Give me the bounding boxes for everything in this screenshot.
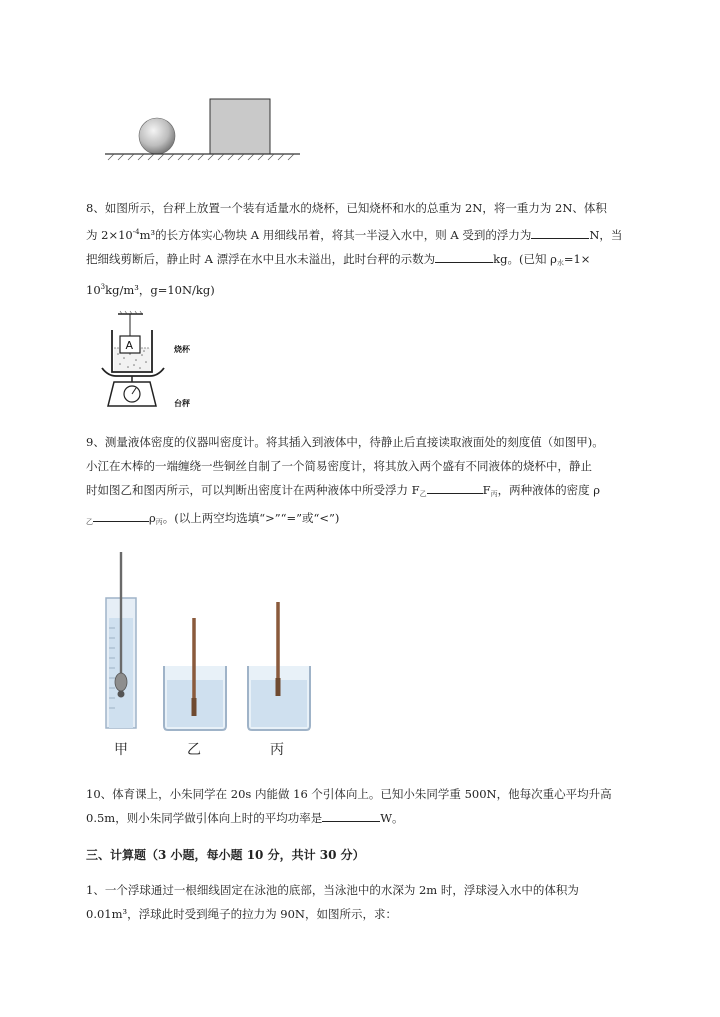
q9-line-2: 小江在木棒的一端缠绕一些铜丝自制了一个简易密度计，将其放入两个盛有不同液体的烧杯中，静止 xyxy=(86,459,592,473)
q8-line-1: 8、如图所示，台秤上放置一个装有适量水的烧杯，已知烧杯和水的总重为 2N，将一重力为 2N、体积 xyxy=(86,201,607,215)
q8-text: m³的长方体实心物块 A 用细线吊着，将其一半浸入水中，则 A 受到的浮力为 xyxy=(139,228,532,242)
ball-block-figure xyxy=(100,94,310,164)
q9-line-1: 9、测量液体密度的仪器叫密度计。将其插入到液体中，待静止后直接读取液面处的刻度值（如图甲)。 xyxy=(86,435,604,449)
q10-line-1: 10、体育课上，小朱同学在 20s 内能做 16 个引体向上。已知小朱同学重 500N，他每次重心平均升高 xyxy=(86,787,612,801)
label-bing: 丙 xyxy=(270,742,284,758)
question-8 xyxy=(86,196,686,302)
question-9 xyxy=(86,430,686,534)
q8-text: 把细线剪断后，静止时 A 漂浮在水中且水未溢出，此时台秤的示数为 xyxy=(86,252,436,266)
q8-line-2 xyxy=(86,220,686,247)
q8-text: 10 xyxy=(86,283,101,297)
q8-text: N，当 xyxy=(589,228,623,242)
answer-blank-buoyancy-compare[interactable] xyxy=(427,480,483,494)
q8-text: kg/m³，g=10N/kg) xyxy=(105,283,215,297)
q9-text: ，两种液体的密度 ρ xyxy=(497,483,601,497)
q8-line-4 xyxy=(86,275,686,302)
q8-exponent: 3 xyxy=(100,283,106,291)
section-3-heading: 三、计算题（3 小题，每小题 10 分，共计 30 分） xyxy=(86,848,365,862)
q10-text: W。 xyxy=(380,811,404,825)
answer-blank-density-compare[interactable] xyxy=(93,508,149,522)
label-jia: 甲 xyxy=(114,742,128,758)
q8-subscript: 水 xyxy=(556,259,564,267)
c1-line-1: 1、一个浮球通过一根细线固定在泳池的底部，当泳池中的水深为 2m 时，浮球浸入水中的体积为 xyxy=(86,883,579,897)
beaker-scale-figure xyxy=(98,310,218,412)
beaker-label: 烧杯 xyxy=(174,345,190,354)
answer-blank-power[interactable] xyxy=(322,808,380,822)
c1-line-2: 0.01m³，浮球此时受到绳子的拉力为 90N，如图所示，求： xyxy=(86,907,397,921)
q9-subscript: 丙 xyxy=(490,490,498,498)
q9-subscript: 丙 xyxy=(155,518,163,526)
q9-line-4 xyxy=(86,506,686,534)
q8-exponent: -4 xyxy=(132,228,140,236)
q10-line-2 xyxy=(86,806,686,830)
hydrometer-figure xyxy=(98,548,318,738)
calc-question-1 xyxy=(86,878,686,926)
answer-blank-scale-reading[interactable] xyxy=(435,249,493,263)
q9-line-3 xyxy=(86,478,686,506)
ball xyxy=(139,118,175,154)
q9-text: 。(以上两空均选填“>”“=”或“<”) xyxy=(162,511,340,525)
question-10 xyxy=(86,782,686,830)
q9-subscript: 乙 xyxy=(419,490,427,498)
q8-line-3 xyxy=(86,247,686,275)
q9-text: 时如图乙和图丙所示，可以判断出密度计在两种液体中所受浮力 F xyxy=(86,483,420,497)
q10-text: 0.5m，则小朱同学做引体向上时的平均功率是 xyxy=(86,811,323,825)
q8-text: 为 2×10 xyxy=(86,228,133,242)
q8-text: kg。(已知 ρ xyxy=(493,252,557,266)
scale-label: 台秤 xyxy=(174,399,190,408)
label-yi: 乙 xyxy=(187,742,201,758)
block-a-label: A xyxy=(125,339,134,352)
q9-subscript: 乙 xyxy=(86,518,93,526)
answer-blank-buoyancy[interactable] xyxy=(531,225,589,239)
q9-text: F xyxy=(482,483,491,497)
q9-text: ρ xyxy=(149,511,156,525)
q8-text: =1× xyxy=(563,252,591,266)
block xyxy=(210,99,270,154)
